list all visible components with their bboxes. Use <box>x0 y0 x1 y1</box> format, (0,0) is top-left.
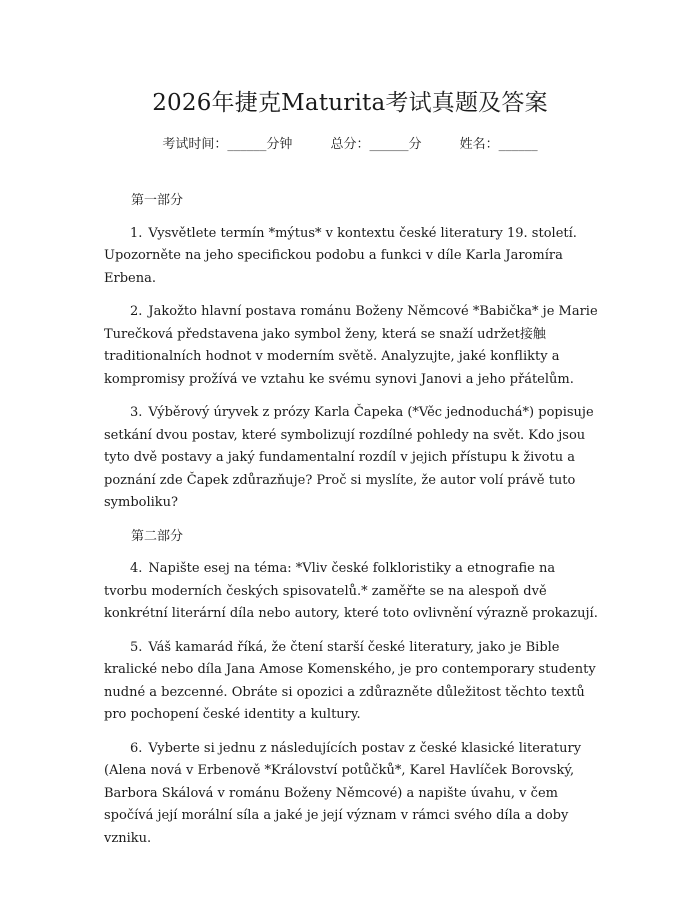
question-number: 5. <box>130 639 143 655</box>
question-text: Váš kamarád říká, že čtení starší české literatury, jako je Bible kralické nebo díla Jana Amose Komenského, je pro contemporary studenty nudné a bezcenné. Obráte si opozici a zdůrazněte důležitost těchto textů pro pochopení české identity a kultury. <box>104 639 596 722</box>
question-6 <box>104 738 600 851</box>
question-text: Napište esej na téma: *Vliv české folkloristiky a etnografie na tvorbu moderních českých spisovatelů.* zaměřte se na alespoň dvě konkrétní literární díla nebo autory, které toto ovlivnění výrazně prokazují. <box>104 561 598 621</box>
question-2 <box>104 301 600 391</box>
document-title: 2026年捷克Maturita考试真题及答案 <box>152 90 548 116</box>
exam-meta <box>0 133 700 152</box>
exam-name-label: 姓名：______ <box>459 137 538 152</box>
question-1 <box>104 223 600 291</box>
question-4 <box>104 558 600 626</box>
exam-time-label: 考试时间：______分钟 <box>162 137 293 152</box>
question-number: 2. <box>130 304 143 319</box>
question-text: Výběrový úryvek z prózy Karla Čapeka (*Věc jednoduchá*) popisuje setkání dvou postav, které symbolizují rozdílné pohledy na svět. Kdo jsou tyto dvě postavy a jaký fundamentalní rozdíl v jejich přístupu k životu a poznání zde Čapek zdůrazňuje? Proč si myslíte, že autor volí právě tuto symboliku? <box>104 405 594 510</box>
question-text: Vyberte si jednu z následujících postav z české klasické literatury (Alena nová v Erbenově *Království potůčků*, Karel Havlíček Borovský, Barbora Skálová v románu Boženy Němcové) a napište úvahu, v čem spočívá její morální síla a jaké je její význam v rámci svého díla a doby vzniku. <box>104 740 582 846</box>
question-5 <box>104 637 600 727</box>
section-heading-1: 第一部分 <box>131 193 184 208</box>
question-number: 3. <box>130 405 143 420</box>
question-text: Vysvětlete termín *mýtus* v kontextu české literatury 19. století. Upozorněte na jeho specifickou podobu a funkci v díle Karla Jaromíra Erbena. <box>104 225 577 286</box>
exam-score-label: 总分：______分 <box>330 137 422 152</box>
section-heading-2: 第二部分 <box>131 528 184 544</box>
question-3 <box>104 402 600 515</box>
question-number: 1. <box>130 225 143 241</box>
document-body <box>104 190 600 861</box>
question-number: 4. <box>130 561 143 576</box>
question-text: Jakožto hlavní postava románu Boženy Němcové *Babička* je Marie Turečková představena jako symbol ženy, která se snaží udržet接触 traditionalních hodnot v moderním světě. Analyzujte, jaké konflikty a kompromisy prožívá ve vztahu ke svému synovi Janovi a jeho přátelům. <box>104 304 598 387</box>
question-number: 6. <box>130 740 143 756</box>
